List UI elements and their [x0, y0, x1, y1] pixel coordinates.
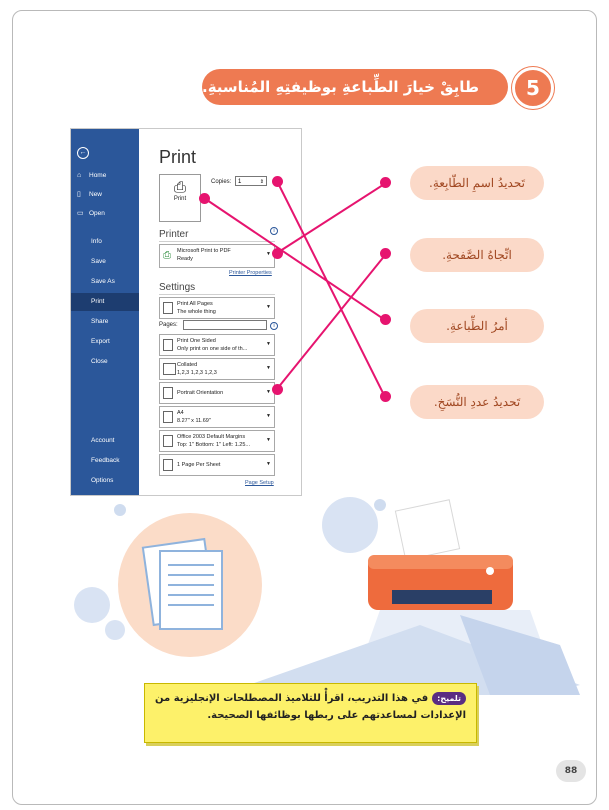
- printer-status-icon: ⎙: [163, 250, 171, 261]
- chevron-down-icon: ▼: [266, 413, 271, 419]
- connector-orientation: [277, 254, 386, 389]
- printer-status: Ready: [177, 256, 193, 262]
- sidebar-item-label: Close: [91, 358, 108, 365]
- chevron-down-icon: ▼: [266, 251, 271, 257]
- setting-line1: Portrait Orientation: [177, 390, 224, 396]
- connector-dot: [272, 384, 283, 395]
- tip-badge: تلميح:: [432, 692, 466, 705]
- sidebar-item-label: Options: [91, 477, 114, 484]
- documents-icon: [143, 539, 222, 629]
- setting-line2: The whole thing: [177, 309, 216, 315]
- setting-line2: Only print on one side of th...: [177, 346, 248, 352]
- printer-icon: ⎙: [173, 179, 186, 196]
- answer-printer-name: تَحديدُ اسمِ الطّابِعةِ.: [410, 166, 544, 200]
- sidebar-item-label: New: [89, 191, 103, 198]
- connector-dot: [272, 248, 283, 259]
- print-heading: Print: [159, 147, 197, 167]
- sidebar-item-label: Open: [89, 210, 105, 217]
- chevron-down-icon: ▼: [266, 437, 271, 443]
- bubble: [374, 499, 386, 511]
- setting-line1: Print One Sided: [177, 338, 216, 344]
- answer-copies: تَحديدُ عددِ النُّسَخِ.: [410, 385, 544, 419]
- new-doc-icon: ▯: [77, 191, 81, 198]
- setting-line1: Office 2003 Default Margins: [177, 434, 246, 440]
- setting-line1: Collated: [177, 362, 198, 368]
- answer-print-command: أمرُ الطِّباعةِ.: [410, 309, 544, 343]
- copies-label: Copies:: [211, 179, 232, 185]
- decorative-illustration: [60, 495, 600, 695]
- printer-heading: Printer: [159, 229, 189, 240]
- connector-dot: [199, 193, 210, 204]
- home-icon: ⌂: [77, 172, 82, 179]
- info-icon[interactable]: i: [270, 322, 278, 330]
- connector-printer-name: [277, 183, 386, 253]
- sidebar-item-label: Info: [91, 238, 102, 245]
- info-icon[interactable]: i: [270, 227, 278, 235]
- bubble: [114, 504, 126, 516]
- printer-illustration: [220, 500, 580, 695]
- tip-text: في هذا التدريب، اقرأْ للتلاميذ المصطلحات الإنجليزية من الإعدادات لمساعدتهم على ربطها بوظائفها الصحيحة.: [155, 693, 466, 721]
- setting-line2: 1,2,3 1,2,3 1,2,3: [177, 370, 217, 376]
- folder-icon: ▭: [77, 210, 84, 217]
- connector-dot: [380, 391, 391, 402]
- exercise-number: 5: [512, 67, 554, 109]
- sidebar-item-label: Account: [91, 437, 115, 444]
- connector-dot: [380, 177, 391, 188]
- connector-dot: [272, 176, 283, 187]
- teacher-tip: [144, 683, 477, 743]
- sidebar-item-label: Home: [89, 172, 107, 179]
- chevron-down-icon: ▼: [266, 341, 271, 347]
- sidebar-item-label: Save: [91, 258, 106, 265]
- spinner-icon[interactable]: ⇕: [259, 179, 264, 185]
- chevron-down-icon: ▼: [266, 304, 271, 310]
- setting-line2: Top: 1" Bottom: 1" Left: 1.25...: [177, 442, 251, 448]
- setting-line1: A4: [177, 410, 184, 416]
- copies-value: 1: [238, 179, 242, 185]
- setting-line1: Print All Pages: [177, 301, 213, 307]
- exercise-title: طابِقْ خيارَ الطِّباعةِ بوظيفتِهِ المُناسبةِ.: [202, 69, 508, 105]
- sidebar-item-label: Print: [91, 298, 105, 305]
- sidebar-item-label: Feedback: [91, 457, 120, 464]
- printer-name: Microsoft Print to PDF: [177, 248, 231, 254]
- connector-copies: [277, 181, 385, 397]
- bubble: [322, 497, 378, 553]
- page-number: 88: [556, 760, 586, 782]
- setting-line1: 1 Page Per Sheet: [177, 462, 221, 468]
- sidebar-item-label: Export: [91, 338, 110, 345]
- connector-dot: [380, 248, 391, 259]
- setting-line2: 8.27" x 11.69": [177, 418, 211, 424]
- bubble: [74, 587, 110, 623]
- sidebar-item-label: Share: [91, 318, 109, 325]
- bubble: [105, 620, 125, 640]
- settings-heading: Settings: [159, 282, 196, 293]
- pages-label: Pages:: [159, 322, 178, 328]
- answer-orientation: اتِّجاهُ الصَّفحةِ.: [410, 238, 544, 272]
- printer-properties-link[interactable]: Printer Properties: [229, 270, 272, 276]
- back-arrow-icon[interactable]: ←: [77, 147, 89, 159]
- page-setup-link[interactable]: Page Setup: [245, 480, 274, 486]
- sidebar-item-label: Save As: [91, 278, 115, 285]
- print-button-label: Print: [173, 196, 187, 202]
- chevron-down-icon: ▼: [266, 389, 271, 395]
- chevron-down-icon: ▼: [266, 365, 271, 371]
- chevron-down-icon: ▼: [266, 461, 271, 467]
- connector-dot: [380, 314, 391, 325]
